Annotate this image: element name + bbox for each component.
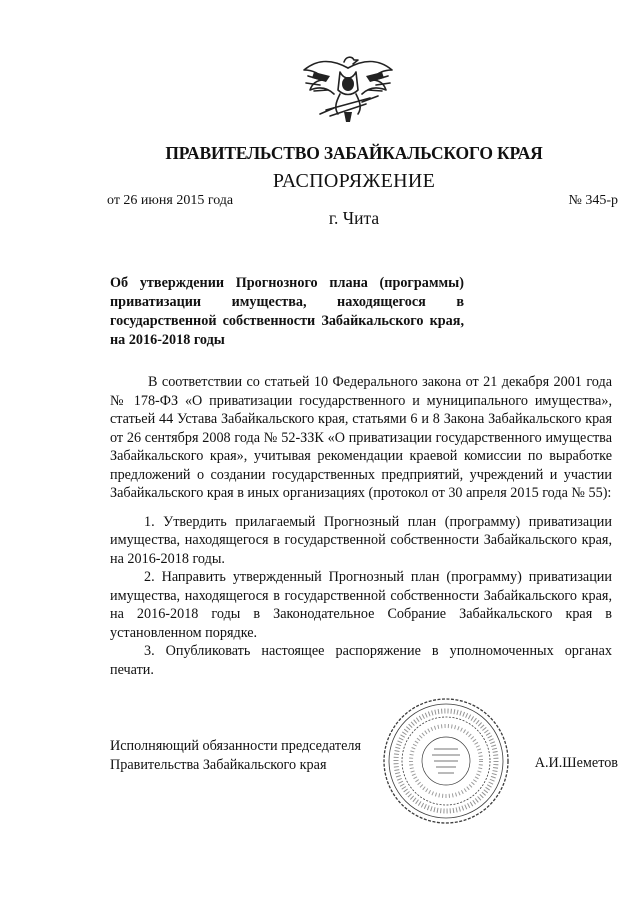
preamble-paragraph: В соответствии со статьей 10 Федерального закона от 21 декабря 2001 года № 178-ФЗ «О приватизации государственного и муниципального имущества», статьей 44 Устава Забайкальского края, статьями 6 и 8 Закона Забайкальского края от 26 сентября 2008 года № 52-ЗЗК «О приватизации государственного имущества Забайкальского края», учитывая рекомендации краевой комиссии по выработке предложений о создании государственных предприятий, учреждений и участии Забайкальского края в иных организациях (протокол от 30 апреля 2015 года № 55):	[110, 374, 612, 501]
document-type-heading: РАСПОРЯЖЕНИЕ	[272, 170, 436, 192]
coat-of-arms-eagle-icon	[300, 50, 396, 126]
list-item: 2. Направить утвержденный Прогнозный план (программу) приватизации имущества, находящегося в государственной собственности Забайкальского края, на 2016-2018 годы в Законодательное Собрание Забайкальского края в установленном порядке.	[110, 569, 612, 641]
signer-name: А.И.Шеметов	[534, 755, 618, 771]
document-subject: Об утверждении Прогнозного плана (программы) приватизации имущества, находящегося в государственной собственности Забайкальского края, на 2016-2018 годы	[110, 275, 464, 348]
official-seal-stamp	[380, 695, 512, 827]
signatory-position-line: Правительства Забайкальского края	[110, 756, 327, 773]
document-number: № 345-р	[568, 193, 618, 208]
document-body	[110, 373, 612, 679]
government-title: ПРАВИТЕЛЬСТВО ЗАБАЙКАЛЬСКОГО КРАЯ	[165, 143, 543, 163]
list-item: 3. Опубликовать настоящее распоряжение в уполномоченных органах печати.	[110, 643, 612, 678]
signatory-position	[110, 737, 361, 774]
document-city: г. Чита	[328, 208, 380, 228]
signatory-position-line: Исполняющий обязанности председателя	[110, 738, 361, 754]
document-date: от 26 июня 2015 года	[107, 193, 234, 208]
list-item: 1. Утвердить прилагаемый Прогнозный план (программу) приватизации имущества, находящегося в государственной собственности Забайкальского края, на 2016-2018 годы.	[110, 513, 612, 567]
